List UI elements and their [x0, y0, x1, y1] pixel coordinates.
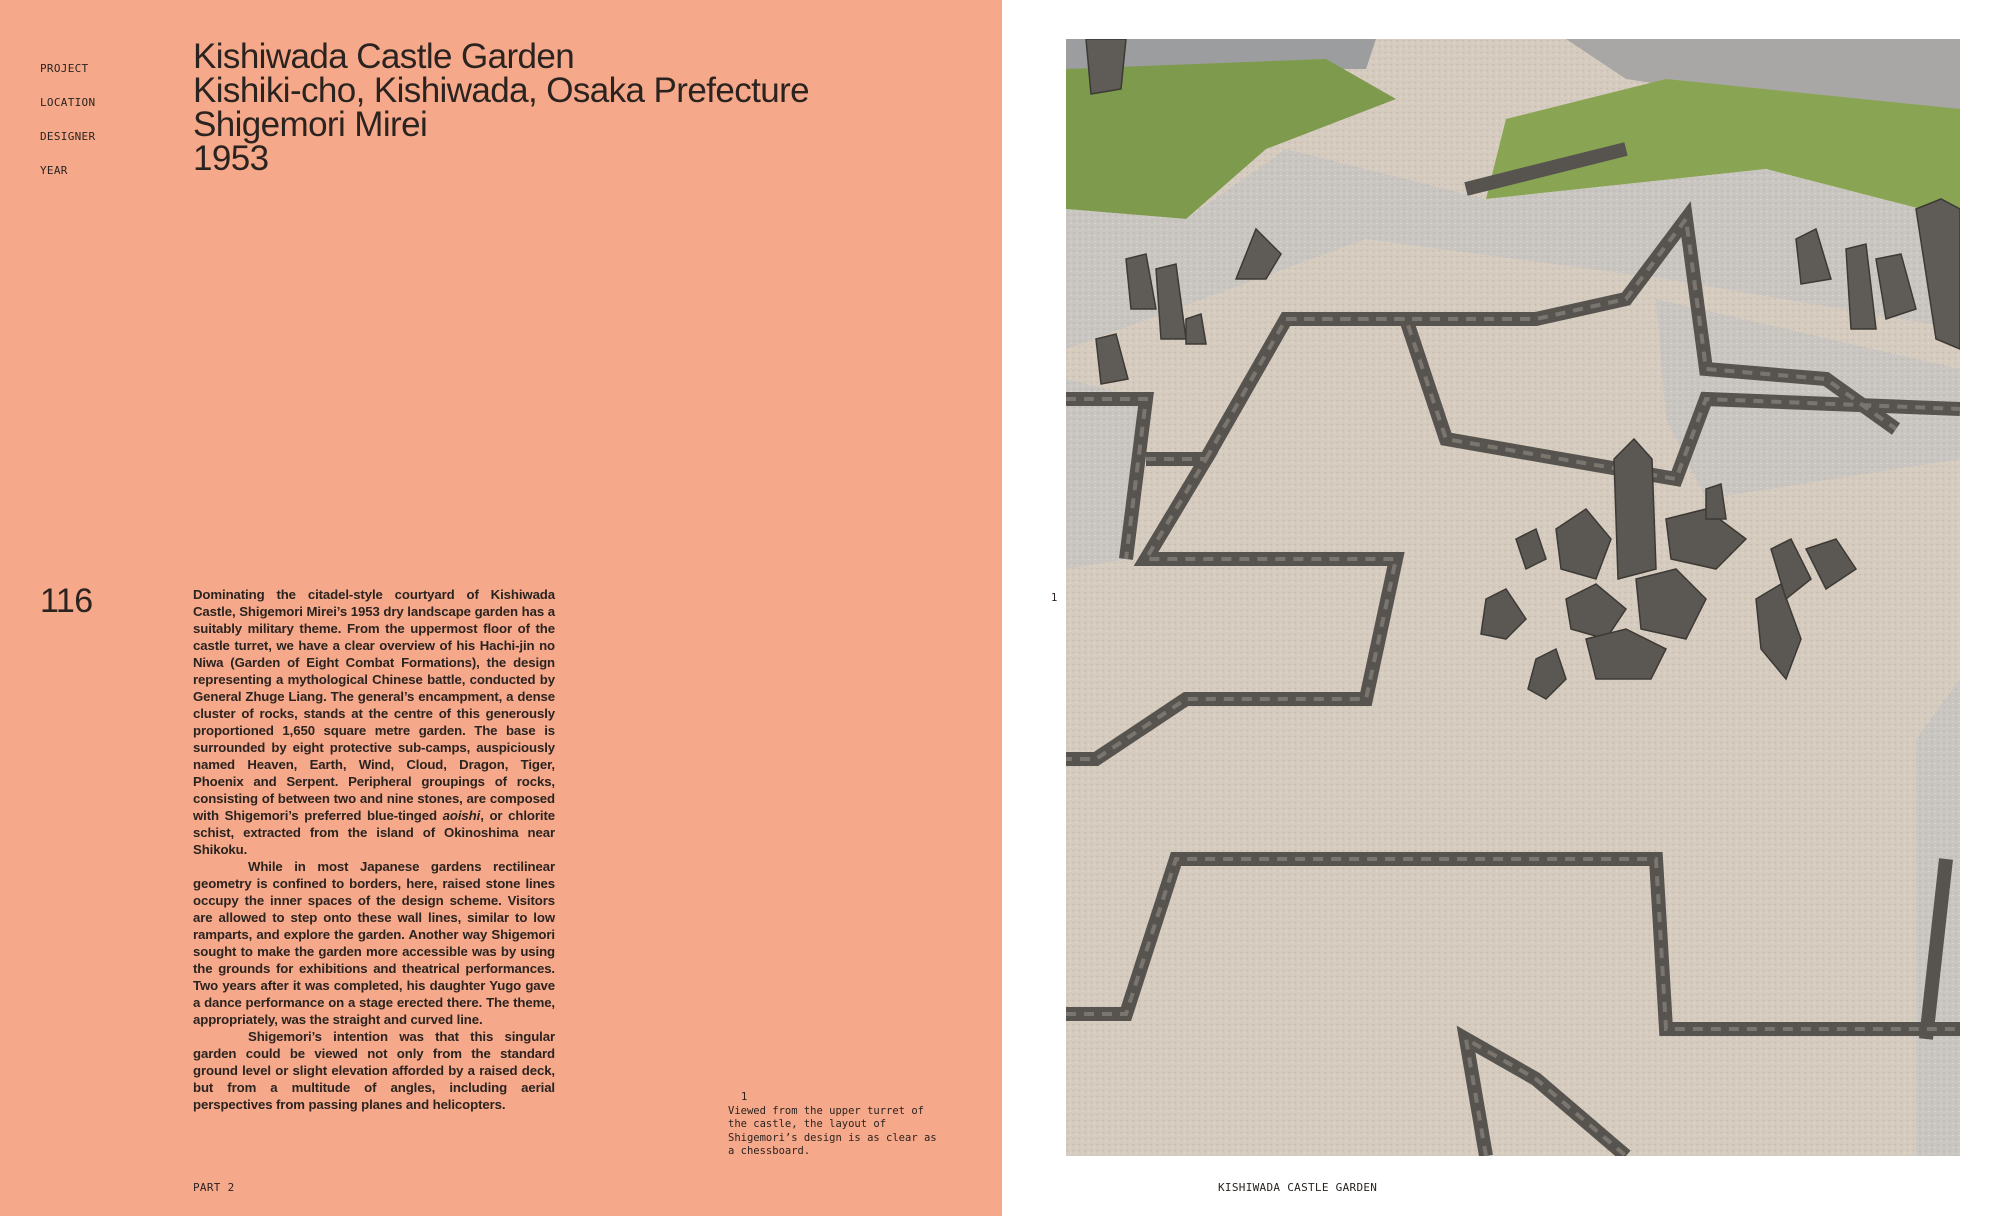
project-title: Kishiwada Castle Garden: [193, 37, 575, 76]
project-meta-values: [193, 37, 809, 178]
project-meta-labels: [40, 62, 95, 198]
body-paragraph-1: [193, 586, 555, 858]
meta-label-year: YEAR: [40, 164, 68, 177]
body-paragraph-1-start: Dominating the citadel-style courtyard of Kishiwada Castle, Shigemori Mirei’s 1953 dry landscape garden has a suitably military theme. From the uppermost floor of the castle turret, we have a clear overview of his Hachi-jin no Niwa (Garden of Eight Combat Formations), the design representing a mythological Chinese battle, conducted by General Zhuge Liang. The general’s encampment, a dense cluster of rocks, stands at the centre of this generously proportioned 1,650 square metre garden. The base is surrounded by eight protective sub-camps, auspiciously named Heaven, Earth, Wind, Cloud, Dragon, Tiger, Phoenix and Serpent. Peripheral groupings of rocks, consisting of between two and nine stones, are composed with Shigemori’s preferred blue-tinged: [193, 587, 555, 823]
caption-number: 1: [741, 1091, 748, 1103]
meta-label-designer: DESIGNER: [40, 130, 96, 143]
meta-label-location: LOCATION: [40, 96, 96, 109]
figure-marker: 1: [1051, 592, 1058, 604]
body-paragraph-2: While in most Japanese gardens rectilinear geometry is confined to borders, here, raised stone lines occupy the inner spaces of the design scheme. Visitors are allowed to step onto these wall lines, similar to low ramparts, and explore the garden. Another way Shigemori sought to make the garden more accessible was by using the grounds for exhibitions and theatrical performances. Two years after it was completed, his daughter Yugo gave a dance performance on a stage erected there. The theme, appropriately, was the straight and curved line.: [193, 859, 555, 1027]
meta-label-project: PROJECT: [40, 62, 89, 75]
body-paragraph-1-italic: aoishi: [442, 808, 481, 823]
garden-photo-illustration: [1066, 39, 1960, 1156]
garden-photo: [1066, 39, 1960, 1156]
caption-text: Viewed from the upper turret of the castle, the layout of Shigemori’s design is as clear as a chessboard.: [728, 1104, 937, 1157]
footer-section-label: PART 2: [193, 1181, 235, 1194]
project-year: 1953: [193, 139, 269, 178]
project-designer: Shigemori Mirei: [193, 105, 428, 144]
body-paragraph-3: Shigemori’s intention was that this singular garden could be viewed not only from the standard ground level or slight elevation afforded by a raised deck, but from a multitude of angles, including aerial perspectives from passing planes and helicopters.: [193, 1029, 555, 1112]
body-text: [193, 586, 555, 1113]
figure-caption: [728, 1091, 938, 1159]
project-location: Kishiki-cho, Kishiwada, Osaka Prefecture: [193, 71, 809, 110]
body-paragraph-1-end: , or chlorite schist, extracted from the island of Okinoshima near Shikoku.: [193, 808, 555, 857]
page-number: 116: [40, 582, 93, 620]
footer-running-title: KISHIWADA CASTLE GARDEN: [1218, 1181, 1378, 1194]
